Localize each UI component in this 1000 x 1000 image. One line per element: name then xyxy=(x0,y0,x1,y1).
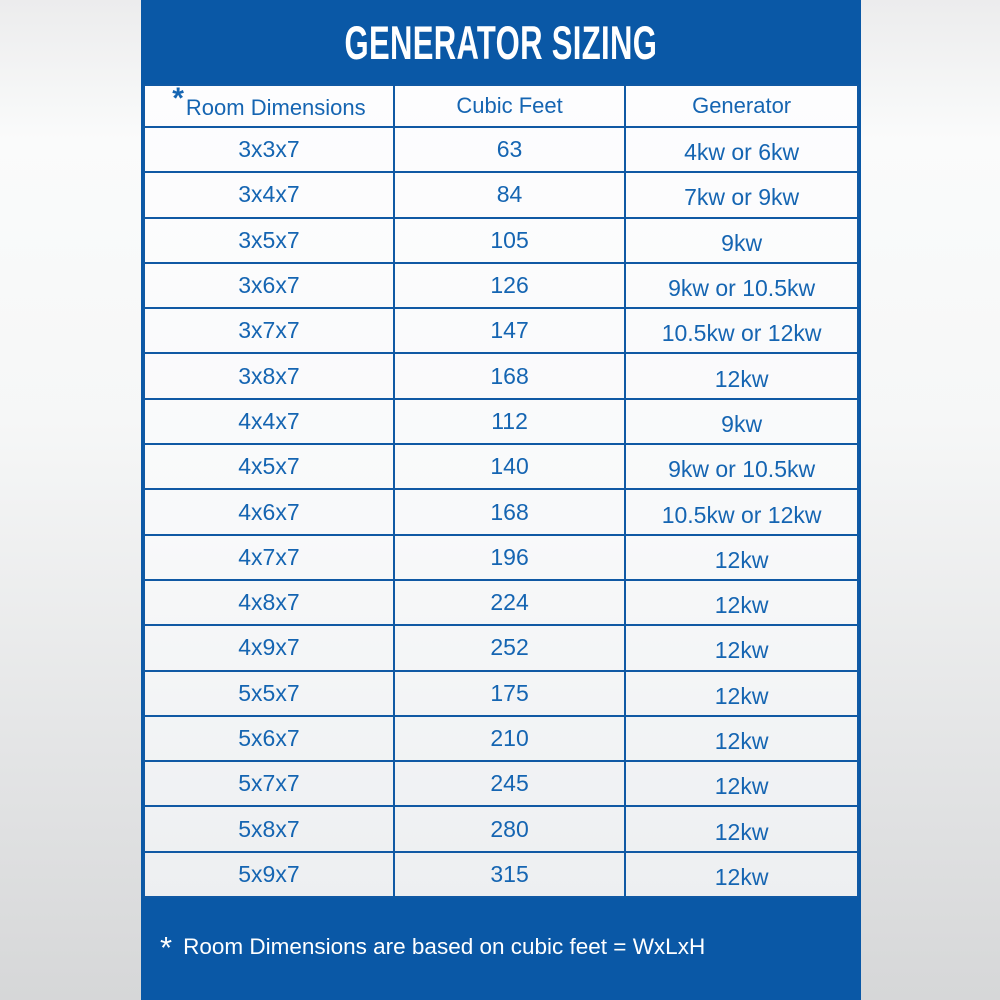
generator-value: 12kw xyxy=(714,592,769,619)
room-dimensions-cell: 5x9x7 xyxy=(144,852,394,897)
page-title: GENERATOR SIZING xyxy=(344,15,658,69)
cubic-feet-cell: 140 xyxy=(394,444,625,489)
table-row xyxy=(144,761,858,806)
cubic-feet-cell: 105 xyxy=(394,218,625,263)
table-row xyxy=(144,671,858,716)
room-dimensions-cell: 5x7x7 xyxy=(144,761,394,806)
room-dimensions-cell: 4x4x7 xyxy=(144,399,394,444)
generator-value: 12kw xyxy=(714,773,769,800)
cubic-feet-cell: 280 xyxy=(394,806,625,851)
cubic-feet-cell: 63 xyxy=(394,127,625,172)
table-row xyxy=(144,625,858,670)
title-bar xyxy=(141,0,861,84)
generator-cell xyxy=(625,172,858,217)
generator-cell xyxy=(625,353,858,398)
table-row xyxy=(144,353,858,398)
table-row xyxy=(144,218,858,263)
cubic-feet-cell: 315 xyxy=(394,852,625,897)
generator-cell xyxy=(625,308,858,353)
table-row xyxy=(144,263,858,308)
generator-value: 12kw xyxy=(714,818,769,845)
table-row xyxy=(144,489,858,534)
cubic-feet-cell: 175 xyxy=(394,671,625,716)
room-dimensions-cell: 5x8x7 xyxy=(144,806,394,851)
table-row xyxy=(144,580,858,625)
table-row xyxy=(144,308,858,353)
table-header-row xyxy=(144,85,858,127)
room-dimensions-cell: 3x6x7 xyxy=(144,263,394,308)
room-dimensions-cell: 4x7x7 xyxy=(144,535,394,580)
generator-cell xyxy=(625,535,858,580)
room-dimensions-cell: 4x9x7 xyxy=(144,625,394,670)
table-row xyxy=(144,172,858,217)
generator-value: 12kw xyxy=(714,637,769,664)
footnote-text: Room Dimensions are based on cubic feet = WxLxH xyxy=(183,934,706,959)
generator-cell xyxy=(625,852,858,897)
cubic-feet-cell: 147 xyxy=(394,308,625,353)
generator-cell xyxy=(625,263,858,308)
generator-cell xyxy=(625,218,858,263)
col-header-room-dimensions xyxy=(144,85,394,127)
cubic-feet-cell: 252 xyxy=(394,625,625,670)
generator-value: 7kw or 9kw xyxy=(684,184,800,211)
generator-value: 12kw xyxy=(714,863,769,890)
generator-cell xyxy=(625,444,858,489)
room-dimensions-cell: 3x4x7 xyxy=(144,172,394,217)
cubic-feet-cell: 112 xyxy=(394,399,625,444)
room-dimensions-cell: 5x6x7 xyxy=(144,716,394,761)
generator-value: 4kw or 6kw xyxy=(684,139,800,166)
room-dimensions-cell: 3x3x7 xyxy=(144,127,394,172)
table-row xyxy=(144,444,858,489)
cubic-feet-cell: 245 xyxy=(394,761,625,806)
col-header-room-dimensions-label: Room Dimensions xyxy=(185,95,366,120)
cubic-feet-cell: 126 xyxy=(394,263,625,308)
cubic-feet-cell: 210 xyxy=(394,716,625,761)
generator-cell xyxy=(625,671,858,716)
generator-value: 9kw xyxy=(721,229,763,256)
generator-sizing-table xyxy=(143,84,859,898)
room-dimensions-cell: 4x6x7 xyxy=(144,489,394,534)
table-row xyxy=(144,806,858,851)
footnote: * Room Dimensions are based on cubic feet = WxLxH xyxy=(160,930,706,965)
generator-value: 10.5kw or 12kw xyxy=(661,320,822,347)
generator-cell xyxy=(625,127,858,172)
generator-value: 9kw xyxy=(721,410,763,437)
room-dimensions-cell: 3x8x7 xyxy=(144,353,394,398)
table-row xyxy=(144,716,858,761)
generator-value: 12kw xyxy=(714,365,769,392)
generator-value: 12kw xyxy=(714,682,769,709)
table-row xyxy=(144,535,858,580)
room-dimensions-cell: 3x7x7 xyxy=(144,308,394,353)
room-dimensions-cell: 5x5x7 xyxy=(144,671,394,716)
cubic-feet-cell: 84 xyxy=(394,172,625,217)
col-header-generator: Generator xyxy=(625,85,858,127)
generator-cell xyxy=(625,489,858,534)
asterisk-marker: * xyxy=(172,85,184,115)
table-row xyxy=(144,399,858,444)
generator-cell xyxy=(625,806,858,851)
generator-cell xyxy=(625,761,858,806)
generator-value: 12kw xyxy=(714,728,769,754)
room-dimensions-cell: 4x8x7 xyxy=(144,580,394,625)
table-row xyxy=(144,127,858,172)
room-dimensions-cell: 3x5x7 xyxy=(144,218,394,263)
generator-value: 9kw or 10.5kw xyxy=(668,456,816,483)
cubic-feet-cell: 224 xyxy=(394,580,625,625)
col-header-cubic-feet: Cubic Feet xyxy=(394,85,625,127)
generator-value: 12kw xyxy=(714,546,769,573)
cubic-feet-cell: 168 xyxy=(394,353,625,398)
room-dimensions-cell: 4x5x7 xyxy=(144,444,394,489)
cubic-feet-cell: 168 xyxy=(394,489,625,534)
cubic-feet-cell: 196 xyxy=(394,535,625,580)
generator-sizing-panel xyxy=(141,0,861,1000)
generator-value: 9kw or 10.5kw xyxy=(668,275,816,302)
generator-cell xyxy=(625,399,858,444)
generator-cell xyxy=(625,580,858,625)
generator-cell xyxy=(625,716,858,761)
generator-cell xyxy=(625,625,858,670)
table-row xyxy=(144,852,858,897)
generator-value: 10.5kw or 12kw xyxy=(661,501,822,528)
